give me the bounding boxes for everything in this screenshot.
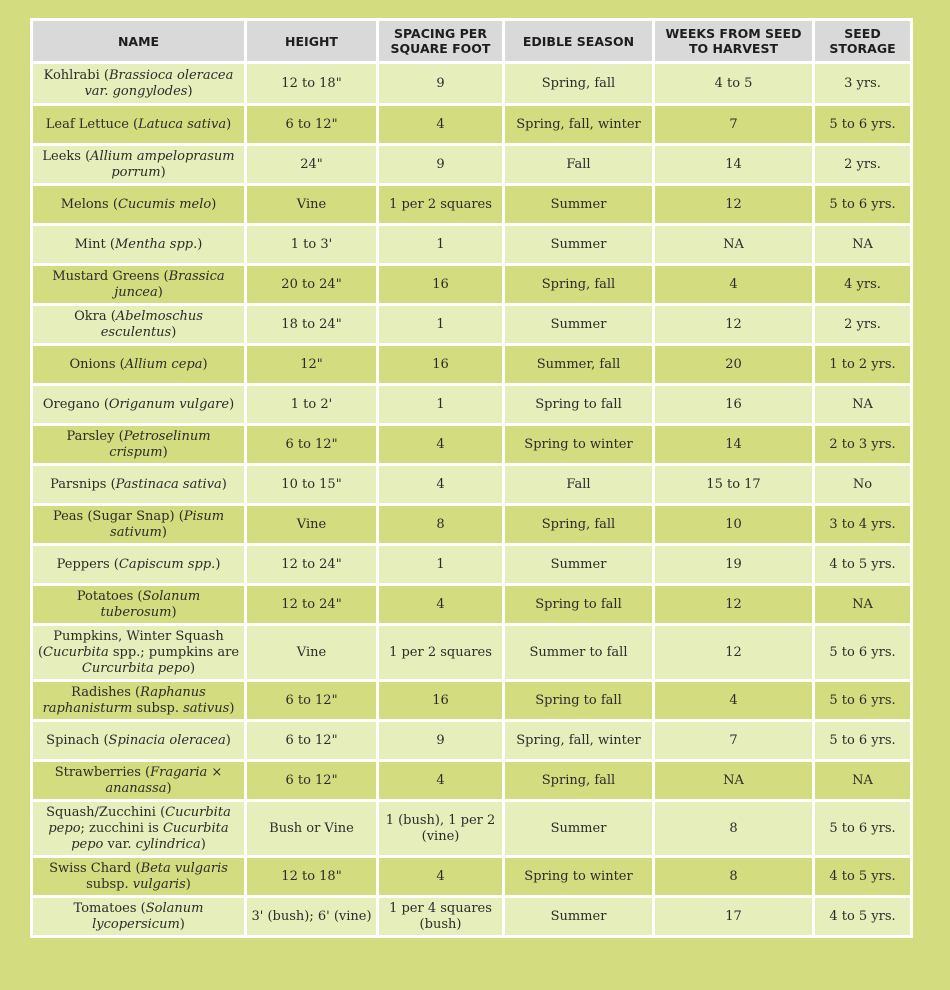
- common-name: ): [229, 700, 235, 716]
- common-name: Mustard Greens (: [52, 268, 169, 284]
- cell-storage: 4 to 5 yrs.: [814, 545, 912, 585]
- cell-season: Spring to fall: [504, 681, 654, 721]
- cell-spacing: 4: [378, 105, 504, 145]
- scientific-name: Raphanus raphanisturm: [42, 684, 206, 716]
- cell-spacing: 4: [378, 761, 504, 801]
- common-name: Peas (Sugar Snap) (: [52, 508, 184, 524]
- cell-weeks: NA: [654, 761, 814, 801]
- cell-storage: 5 to 6 yrs.: [814, 721, 912, 761]
- common-name: ): [215, 556, 221, 572]
- cell-storage: 5 to 6 yrs.: [814, 105, 912, 145]
- cell-weeks: 4: [654, 265, 814, 305]
- cell-weeks: NA: [654, 225, 814, 265]
- common-name: Peppers (: [56, 556, 119, 572]
- table-row: [32, 63, 912, 105]
- table-row: [32, 425, 912, 465]
- cell-storage: 1 to 2 yrs.: [814, 345, 912, 385]
- cell-season: Summer: [504, 305, 654, 345]
- table-row: [32, 345, 912, 385]
- cell-name: [32, 345, 246, 385]
- cell-height: 20 to 24": [246, 265, 378, 305]
- cell-weeks: 8: [654, 801, 814, 857]
- cell-name: [32, 857, 246, 897]
- common-name: ): [226, 116, 232, 132]
- table-row: [32, 721, 912, 761]
- common-name: var.: [103, 836, 136, 852]
- cell-name: [32, 145, 246, 185]
- cell-height: 12 to 18": [246, 63, 378, 105]
- common-name: ): [197, 236, 203, 252]
- header-storage: SEED STORAGE: [814, 20, 912, 63]
- common-name: ): [190, 660, 196, 676]
- cell-weeks: 17: [654, 897, 814, 937]
- cell-height: 12": [246, 345, 378, 385]
- cell-weeks: 4: [654, 681, 814, 721]
- scientific-name: Cucumis melo: [117, 196, 212, 212]
- cell-height: Vine: [246, 625, 378, 681]
- table-row: [32, 761, 912, 801]
- cell-weeks: 19: [654, 545, 814, 585]
- table-row: [32, 465, 912, 505]
- cell-season: Spring to fall: [504, 585, 654, 625]
- common-name: subsp.: [132, 700, 184, 716]
- cell-storage: 3 to 4 yrs.: [814, 505, 912, 545]
- common-name: ): [225, 732, 231, 748]
- cell-storage: 4 to 5 yrs.: [814, 897, 912, 937]
- common-name: Okra (: [74, 308, 116, 324]
- cell-weeks: 16: [654, 385, 814, 425]
- common-name: Leeks (: [42, 148, 91, 164]
- common-name: Onions (: [69, 356, 125, 372]
- cell-spacing: 1 per 2 squares: [378, 625, 504, 681]
- cell-season: Spring to winter: [504, 857, 654, 897]
- cell-storage: 5 to 6 yrs.: [814, 625, 912, 681]
- cell-height: 6 to 12": [246, 425, 378, 465]
- cell-spacing: 4: [378, 857, 504, 897]
- cell-season: Summer: [504, 801, 654, 857]
- common-name: Mint (: [74, 236, 115, 252]
- cell-name: [32, 385, 246, 425]
- cell-season: Fall: [504, 145, 654, 185]
- cell-season: Spring, fall, winter: [504, 721, 654, 761]
- header-spacing: SPACING PER SQUARE FOOT: [378, 20, 504, 63]
- cell-season: Fall: [504, 465, 654, 505]
- common-name: ): [160, 164, 166, 180]
- cell-spacing: 1: [378, 385, 504, 425]
- cell-season: Summer: [504, 185, 654, 225]
- cell-spacing: 9: [378, 721, 504, 761]
- common-name: Swiss Chard (: [49, 860, 141, 876]
- scientific-name: Cucurbita pepo: [48, 804, 231, 836]
- cell-spacing: 1 per 4 squares (bush): [378, 897, 504, 937]
- cell-name: [32, 505, 246, 545]
- cell-height: 10 to 15": [246, 465, 378, 505]
- scientific-name: Latuca sativa: [138, 116, 227, 132]
- common-name: ): [202, 356, 208, 372]
- cell-height: 18 to 24": [246, 305, 378, 345]
- scientific-name: Petroselinum crispum: [109, 428, 211, 460]
- cell-storage: NA: [814, 585, 912, 625]
- cell-weeks: 8: [654, 857, 814, 897]
- table-row: [32, 857, 912, 897]
- table-row: [32, 801, 912, 857]
- cell-storage: No: [814, 465, 912, 505]
- table-row: [32, 225, 912, 265]
- cell-season: Summer: [504, 545, 654, 585]
- scientific-name: Pisum sativum: [110, 508, 225, 540]
- header-weeks: WEEKS FROM SEED TO HARVEST: [654, 20, 814, 63]
- cell-storage: 5 to 6 yrs.: [814, 185, 912, 225]
- cell-name: [32, 625, 246, 681]
- cell-spacing: 8: [378, 505, 504, 545]
- common-name: ): [187, 83, 193, 99]
- cell-spacing: 16: [378, 345, 504, 385]
- cell-season: Spring to winter: [504, 425, 654, 465]
- cell-weeks: 12: [654, 585, 814, 625]
- scientific-name: Spinacia oleracea: [108, 732, 226, 748]
- cell-height: 6 to 12": [246, 681, 378, 721]
- table-row: [32, 185, 912, 225]
- cell-storage: NA: [814, 761, 912, 801]
- scientific-name: Brassioca oleracea var. gongylodes: [84, 67, 234, 99]
- common-name: Parsley (: [66, 428, 124, 444]
- planting-table-container: [30, 18, 910, 938]
- cell-spacing: 9: [378, 145, 504, 185]
- cell-name: [32, 63, 246, 105]
- cell-spacing: 1 (bush), 1 per 2 (vine): [378, 801, 504, 857]
- table-body: [32, 63, 912, 937]
- cell-season: Spring, fall, winter: [504, 105, 654, 145]
- scientific-name: Allium cepa: [124, 356, 203, 372]
- cell-season: Summer: [504, 897, 654, 937]
- common-name: spp.; pumpkins are: [108, 644, 240, 660]
- table-row: [32, 585, 912, 625]
- planting-table: [30, 18, 913, 938]
- cell-name: [32, 265, 246, 305]
- common-name: Squash/Zucchini (: [46, 804, 166, 820]
- cell-height: 24": [246, 145, 378, 185]
- cell-height: 12 to 24": [246, 545, 378, 585]
- common-name: Parsnips (: [50, 476, 116, 492]
- cell-season: Summer, fall: [504, 345, 654, 385]
- common-name: Leaf Lettuce (: [45, 116, 139, 132]
- cell-weeks: 10: [654, 505, 814, 545]
- cell-storage: 4 yrs.: [814, 265, 912, 305]
- cell-weeks: 20: [654, 345, 814, 385]
- cell-name: [32, 897, 246, 937]
- table-row: [32, 145, 912, 185]
- scientific-name: Cucurbita pepo: [71, 820, 229, 852]
- common-name: ): [161, 524, 167, 540]
- cell-height: 12 to 18": [246, 857, 378, 897]
- cell-storage: 2 to 3 yrs.: [814, 425, 912, 465]
- cell-name: [32, 545, 246, 585]
- cell-name: [32, 465, 246, 505]
- common-name: Tomatoes (: [73, 900, 146, 916]
- cell-name: [32, 105, 246, 145]
- header-name: NAME: [32, 20, 246, 63]
- cell-height: 1 to 2': [246, 385, 378, 425]
- common-name: ): [179, 916, 185, 932]
- common-name: Oregano (: [42, 396, 109, 412]
- table-row: [32, 105, 912, 145]
- cell-height: 12 to 24": [246, 585, 378, 625]
- scientific-name: Abelmoschus esculentus: [100, 308, 203, 340]
- scientific-name: Curcurbita pepo: [81, 660, 191, 676]
- header-height: HEIGHT: [246, 20, 378, 63]
- common-name: Strawberries (: [54, 764, 151, 780]
- cell-season: Spring, fall: [504, 265, 654, 305]
- table-row: [32, 265, 912, 305]
- cell-name: [32, 585, 246, 625]
- cell-weeks: 4 to 5: [654, 63, 814, 105]
- scientific-name: Beta vulgaris: [140, 860, 228, 876]
- header-row: [32, 20, 912, 63]
- cell-weeks: 12: [654, 185, 814, 225]
- scientific-name: Capiscum spp.: [118, 556, 216, 572]
- common-name: ): [211, 196, 217, 212]
- cell-season: Spring, fall: [504, 505, 654, 545]
- common-name: ): [171, 324, 177, 340]
- cell-season: Spring, fall: [504, 63, 654, 105]
- cell-height: 6 to 12": [246, 105, 378, 145]
- scientific-name: Mentha spp.: [114, 236, 198, 252]
- common-name: Kohlrabi (: [43, 67, 109, 83]
- scientific-name: Solanum tuberosum: [100, 588, 201, 620]
- cell-height: Vine: [246, 505, 378, 545]
- common-name: ; zucchini is: [80, 820, 163, 836]
- scientific-name: Brassica juncea: [114, 268, 225, 300]
- common-name: ): [221, 476, 227, 492]
- scientific-name: Allium ampeloprasum porrum: [90, 148, 235, 180]
- cell-spacing: 16: [378, 265, 504, 305]
- cell-weeks: 7: [654, 105, 814, 145]
- cell-name: [32, 305, 246, 345]
- scientific-name: vulgaris: [132, 876, 186, 892]
- table-row: [32, 305, 912, 345]
- scientific-name: Solanum lycopersicum: [92, 900, 204, 932]
- scientific-name: sativus: [183, 700, 230, 716]
- cell-storage: 4 to 5 yrs.: [814, 857, 912, 897]
- cell-spacing: 16: [378, 681, 504, 721]
- cell-spacing: 9: [378, 63, 504, 105]
- cell-spacing: 4: [378, 585, 504, 625]
- scientific-name: Origanum vulgare: [108, 396, 230, 412]
- cell-storage: NA: [814, 225, 912, 265]
- cell-spacing: 1: [378, 305, 504, 345]
- table-row: [32, 897, 912, 937]
- cell-storage: 2 yrs.: [814, 145, 912, 185]
- cell-spacing: 4: [378, 465, 504, 505]
- header-season: EDIBLE SEASON: [504, 20, 654, 63]
- table-row: [32, 505, 912, 545]
- cell-storage: 5 to 6 yrs.: [814, 681, 912, 721]
- cell-weeks: 14: [654, 145, 814, 185]
- cell-storage: 2 yrs.: [814, 305, 912, 345]
- cell-spacing: 4: [378, 425, 504, 465]
- cell-storage: NA: [814, 385, 912, 425]
- cell-weeks: 15 to 17: [654, 465, 814, 505]
- cell-name: [32, 425, 246, 465]
- common-name: ): [185, 876, 191, 892]
- cell-height: 3' (bush); 6' (vine): [246, 897, 378, 937]
- cell-season: Summer to fall: [504, 625, 654, 681]
- common-name: ): [162, 444, 168, 460]
- cell-height: Bush or Vine: [246, 801, 378, 857]
- common-name: ): [171, 604, 177, 620]
- common-name: Melons (: [60, 196, 118, 212]
- cell-height: Vine: [246, 185, 378, 225]
- scientific-name: Cucurbita: [43, 644, 109, 660]
- cell-height: 6 to 12": [246, 761, 378, 801]
- table-row: [32, 545, 912, 585]
- cell-spacing: 1: [378, 225, 504, 265]
- cell-name: [32, 761, 246, 801]
- cell-height: 6 to 12": [246, 721, 378, 761]
- common-name: Pumpkins, Winter Squash (: [37, 628, 224, 660]
- cell-season: Spring, fall: [504, 761, 654, 801]
- cell-storage: 3 yrs.: [814, 63, 912, 105]
- common-name: subsp.: [86, 876, 133, 892]
- scientific-name: Pastinaca sativa: [115, 476, 222, 492]
- cell-height: 1 to 3': [246, 225, 378, 265]
- cell-weeks: 12: [654, 625, 814, 681]
- table-row: [32, 625, 912, 681]
- cell-weeks: 14: [654, 425, 814, 465]
- cell-storage: 5 to 6 yrs.: [814, 801, 912, 857]
- scientific-name: Fragaria × ananassa: [105, 764, 223, 796]
- cell-name: [32, 225, 246, 265]
- cell-name: [32, 721, 246, 761]
- common-name: Spinach (: [46, 732, 109, 748]
- cell-name: [32, 681, 246, 721]
- common-name: Radishes (: [71, 684, 141, 700]
- cell-season: Summer: [504, 225, 654, 265]
- common-name: ): [229, 396, 235, 412]
- table-row: [32, 681, 912, 721]
- common-name: ): [166, 780, 172, 796]
- common-name: ): [157, 284, 163, 300]
- common-name: Potatoes (: [76, 588, 143, 604]
- scientific-name: cylindrica: [135, 836, 201, 852]
- cell-weeks: 7: [654, 721, 814, 761]
- cell-name: [32, 185, 246, 225]
- common-name: ): [200, 836, 206, 852]
- cell-weeks: 12: [654, 305, 814, 345]
- cell-spacing: 1 per 2 squares: [378, 185, 504, 225]
- cell-name: [32, 801, 246, 857]
- cell-season: Spring to fall: [504, 385, 654, 425]
- cell-spacing: 1: [378, 545, 504, 585]
- table-row: [32, 385, 912, 425]
